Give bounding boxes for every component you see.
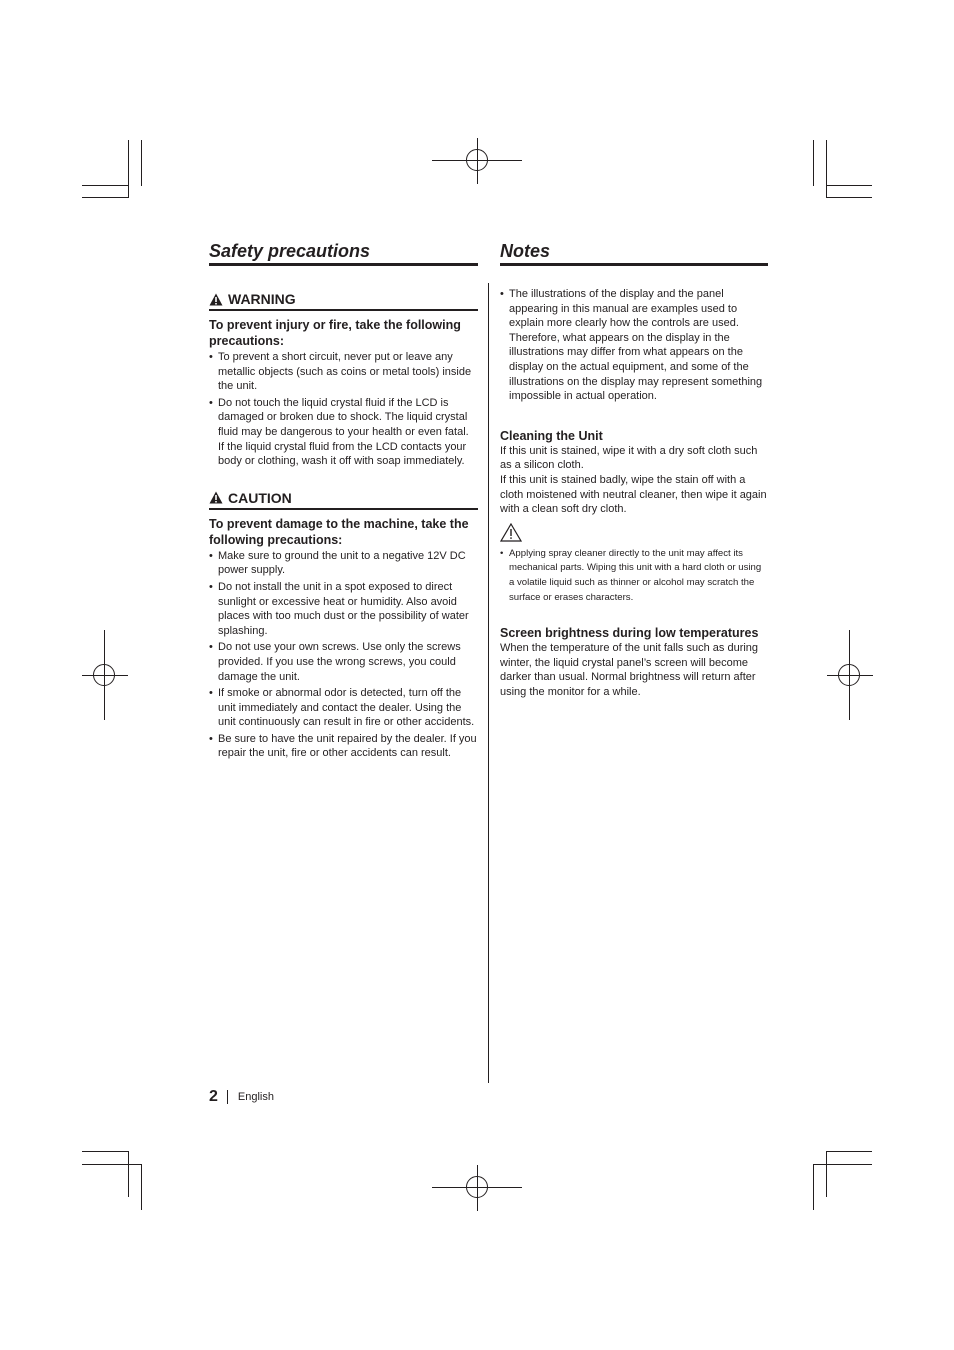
cleaning-note-list xyxy=(500,547,768,605)
caution-list xyxy=(209,549,478,761)
registration-circle xyxy=(466,1176,488,1198)
crop-mark xyxy=(826,1151,872,1152)
crop-mark xyxy=(141,1164,142,1210)
registration-circle xyxy=(93,664,115,686)
notes-column xyxy=(500,240,768,699)
page-footer xyxy=(209,1088,274,1106)
crop-mark xyxy=(813,1164,814,1210)
crop-mark xyxy=(813,1164,872,1165)
list-item: • Be sure to have the unit repaired by the dealer. If you repair the unit, fire or other accidents can result. xyxy=(209,732,478,761)
crop-mark xyxy=(813,140,814,186)
brightness-text: When the temperature of the unit falls such as during winter, the liquid crystal panel’s screen will become darker than usual. Normal brightness will return after using the monitor for a while. xyxy=(500,642,759,698)
cleaning-para-2: If this unit is stained badly, wipe the stain off with a cloth moistened with neutral cleaner, then wipe it again with a clean soft dry cloth. xyxy=(500,473,767,516)
cleaning-para-1: If this unit is stained, wipe it with a dry soft cloth such as a silicon cloth. xyxy=(500,444,758,472)
crop-mark xyxy=(128,1151,129,1197)
list-item: • Make sure to ground the unit to a negative 12V DC power supply. xyxy=(209,549,478,578)
list-item: • To prevent a short circuit, never put or leave any metallic objects (such as coins or metal tools) inside the unit. xyxy=(209,350,478,394)
notes-title: Notes xyxy=(500,240,768,266)
list-item: • If smoke or abnormal odor is detected, turn off the unit immediately and contact the dealer. Using the unit continuously can result in fire or other accidents. xyxy=(209,686,478,730)
list-item: • Do not use your own screws. Use only the screws provided. If you use the wrong screws, you could damage the unit. xyxy=(209,640,478,684)
crop-mark xyxy=(826,197,872,198)
crop-mark xyxy=(826,140,827,198)
warning-heading xyxy=(209,290,478,311)
caution-heading xyxy=(209,489,478,510)
list-item: • Do not touch the liquid crystal fluid if the LCD is damaged or broken due to shock. The liquid crystal fluid may be dangerous to your health or even fatal. xyxy=(209,396,478,440)
list-item: • The illustrations of the display and the panel appearing in this manual are examples used to explain more clearly how the controls are used. Therefore, what appears on the display in the illustrations may differ from what appears on the display on the actual equipment, and some of the illustrations on the display may represent something impossible in actual operation. xyxy=(500,287,768,404)
crop-mark xyxy=(82,1164,142,1165)
safety-precautions-title: Safety precautions xyxy=(209,240,478,266)
caution-heading-text: CAUTION xyxy=(228,489,292,506)
warning-triangle-icon xyxy=(209,293,223,306)
brightness-heading: Screen brightness during low temperatures xyxy=(500,626,759,641)
caution-triangle-icon xyxy=(209,491,223,504)
list-item: • Do not install the unit in a spot exposed to direct sunlight or excessive heat or humidity. Also avoid places with too much dust or the possibility of water splashing. xyxy=(209,580,478,638)
footer-language: English xyxy=(237,1091,274,1103)
crop-mark xyxy=(82,185,128,186)
page-number: 2 xyxy=(209,1088,218,1105)
registration-circle xyxy=(466,149,488,171)
column-divider xyxy=(488,283,489,1083)
cleaning-heading: Cleaning the Unit xyxy=(500,428,603,443)
footer-separator xyxy=(227,1090,228,1104)
warning-list xyxy=(209,350,478,440)
safety-precautions-column xyxy=(209,240,478,763)
crop-mark xyxy=(128,140,129,198)
crop-mark xyxy=(826,1151,827,1197)
list-item: • Applying spray cleaner directly to the unit may affect its mechanical parts. Wiping this unit with a hard cloth or using a volatile liquid such as thinner or alcohol may scratch the surface or erases characters. xyxy=(500,547,768,605)
notes-intro-list xyxy=(500,287,768,404)
warning-heading-text: WARNING xyxy=(228,291,296,307)
crop-mark xyxy=(826,185,872,186)
crop-mark xyxy=(141,140,142,186)
crop-mark xyxy=(82,1151,128,1152)
crop-mark xyxy=(82,197,128,198)
warning-continuation: If the liquid crystal fluid from the LCD contacts your body or clothing, wash it off with soap immediately. xyxy=(218,440,467,468)
warning-lead: To prevent injury or fire, take the following precautions: xyxy=(209,318,461,348)
outline-warning-triangle-icon xyxy=(500,523,522,542)
registration-circle xyxy=(838,664,860,686)
caution-lead: To prevent damage to the machine, take the following precautions: xyxy=(209,516,469,547)
